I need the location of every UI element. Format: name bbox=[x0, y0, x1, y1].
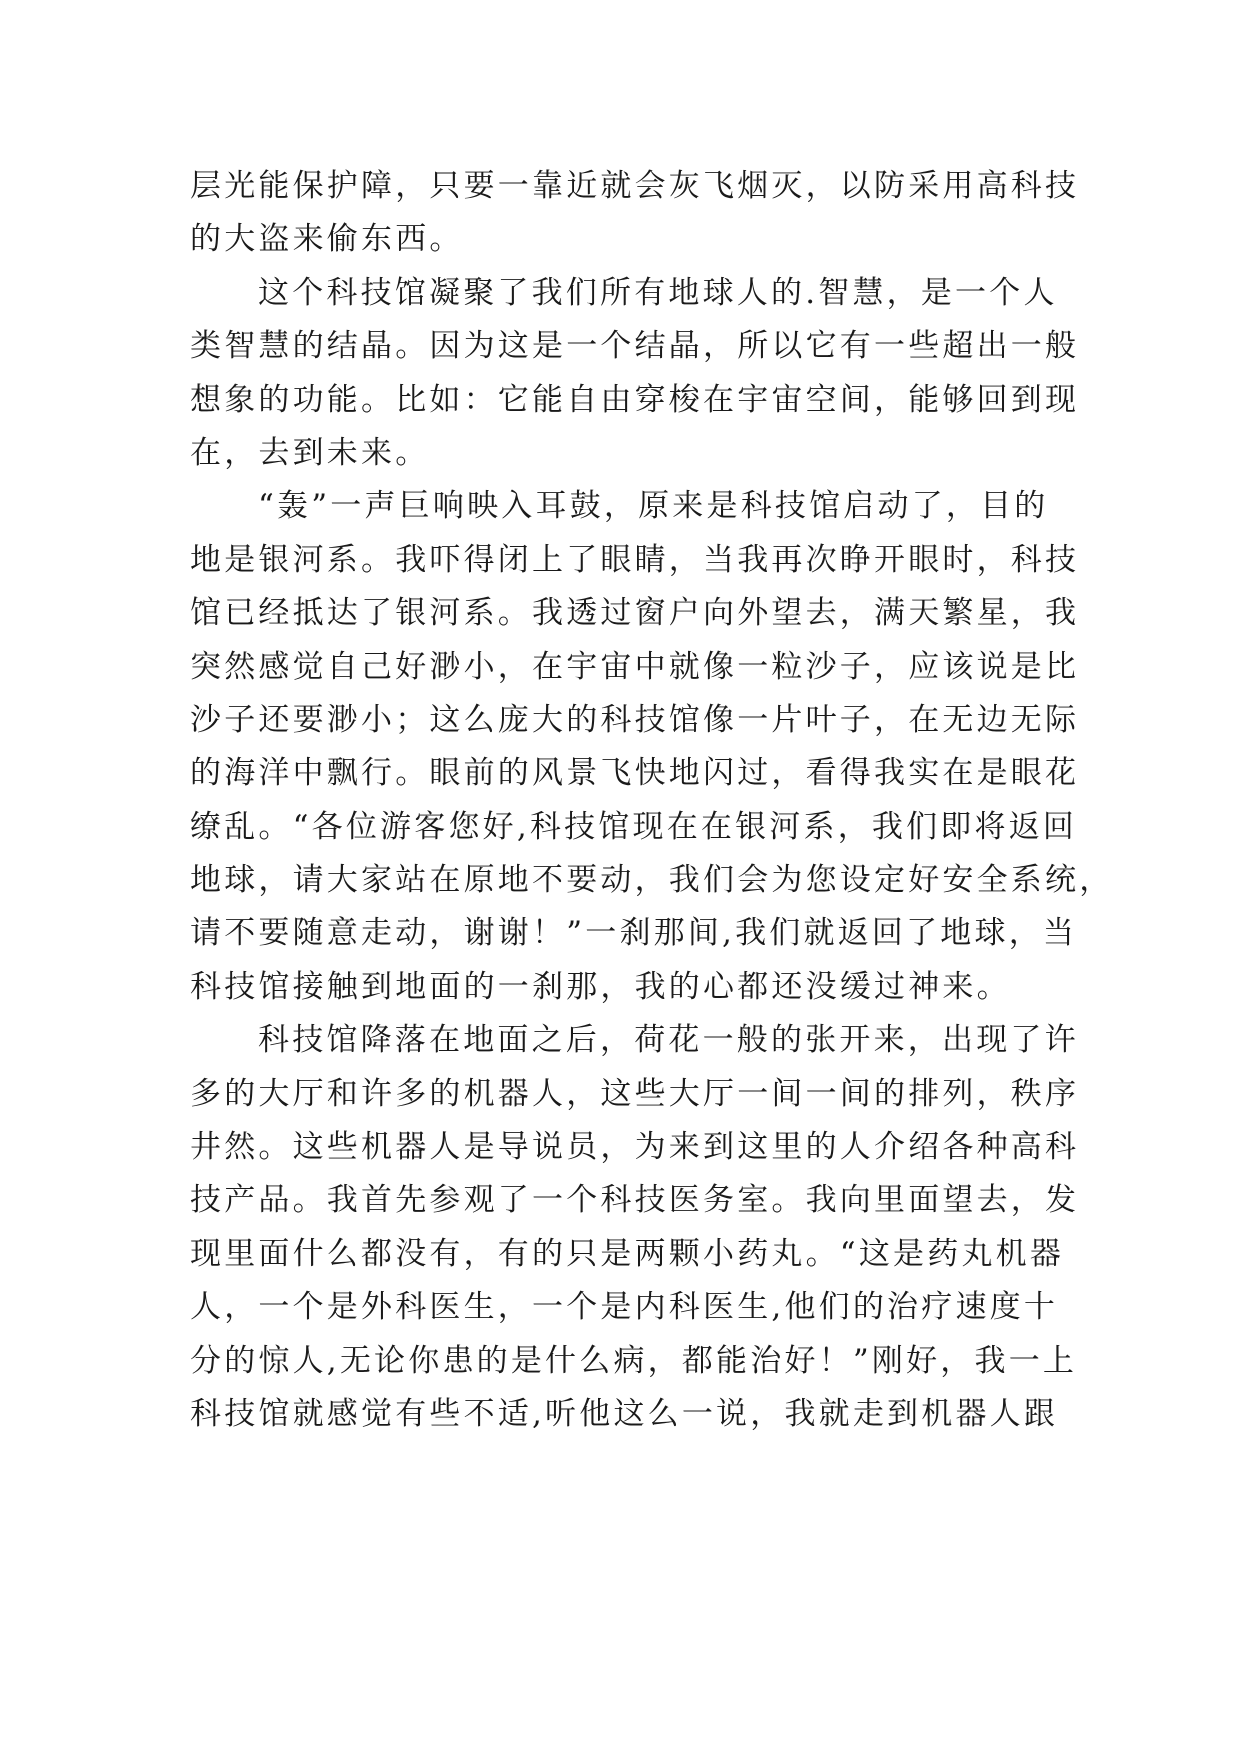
text-line: 井然。这些机器人是导说员，为来到这里的人介绍各种高科 bbox=[190, 1129, 1080, 1166]
text-line: 请不要随意走动，谢谢！”一刹那间,我们就返回了地球，当 bbox=[190, 915, 1078, 952]
paragraph-first-line: 科技馆降落在地面之后，荷花一般的张开来，出现了许 bbox=[258, 1022, 1079, 1059]
text-line: 层光能保护障，只要一靠近就会灰飞烟灭，以防采用高科技 bbox=[190, 168, 1080, 204]
text-line: 现里面什么都没有，有的只是两颗小药丸。“这是药丸机器 bbox=[190, 1235, 1065, 1272]
body-text bbox=[190, 160, 1114, 1441]
text-line: 类智慧的结晶。因为这是一个结晶，所以它有一些超出一般 bbox=[190, 328, 1080, 365]
text-line: 馆已经抵达了银河系。我透过窗户向外望去，满天繁星，我 bbox=[190, 595, 1080, 632]
paragraph-first-line: 这个科技馆凝聚了我们所有地球人的.智慧，是一个人 bbox=[258, 274, 1058, 311]
text-line: 科技馆接触到地面的一刹那，我的心都还没缓过神来。 bbox=[190, 968, 1011, 1005]
text-line: 人，一个是外科医生，一个是内科医生,他们的治疗速度十 bbox=[190, 1289, 1059, 1326]
text-line: 突然感觉自己好渺小，在宇宙中就像一粒沙子，应该说是比 bbox=[190, 648, 1080, 685]
text-line: 缭乱。“各位游客您好,科技馆现在在银河系，我们即将返回 bbox=[190, 808, 1078, 845]
text-line: 的大盗来偷东西。 bbox=[190, 221, 464, 258]
text-line: 科技馆就感觉有些不适,听他这么一说，我就走到机器人跟 bbox=[190, 1395, 1059, 1432]
text-line: 想象的功能。比如：它能自由穿梭在宇宙空间，能够回到现 bbox=[190, 381, 1080, 418]
text-line: 地球，请大家站在原地不要动，我们会为您设定好安全系统， bbox=[190, 862, 1114, 899]
text-line: 的海洋中飘行。眼前的风景飞快地闪过，看得我实在是眼花 bbox=[190, 755, 1080, 792]
text-line: 多的大厅和许多的机器人，这些大厅一间一间的排列，秩序 bbox=[190, 1075, 1080, 1112]
text-line: 在，去到未来。 bbox=[190, 434, 430, 471]
text-line: 沙子还要渺小；这么庞大的科技馆像一片叶子，在无边无际 bbox=[190, 701, 1080, 738]
text-line: 技产品。我首先参观了一个科技医务室。我向里面望去，发 bbox=[190, 1182, 1080, 1219]
text-line: 分的惊人,无论你患的是什么病，都能治好！”刚好，我一上 bbox=[190, 1342, 1078, 1379]
text-line: 地是银河系。我吓得闭上了眼睛，当我再次睁开眼时，科技 bbox=[190, 541, 1080, 578]
paragraph-first-line: “轰”一声巨响映入耳鼓，原来是科技馆启动了，目的 bbox=[258, 488, 1049, 525]
